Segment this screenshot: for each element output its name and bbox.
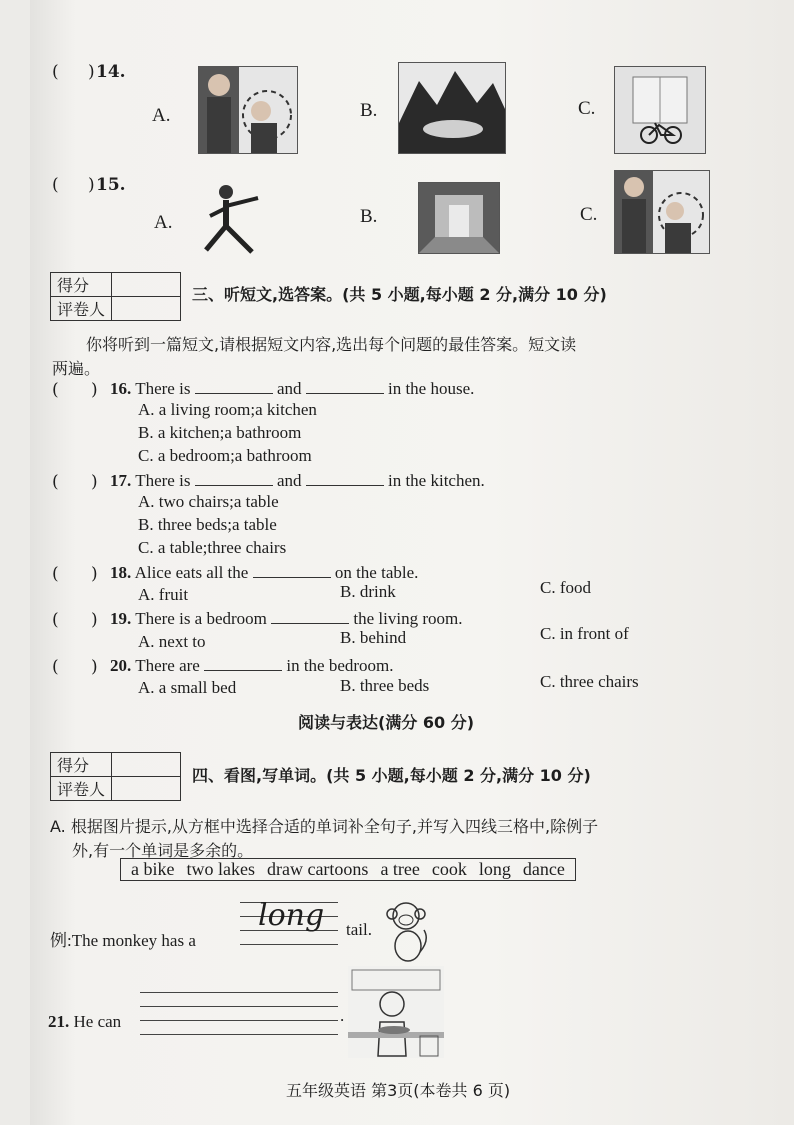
example-text: The monkey has a: [71, 931, 196, 950]
answer-paren[interactable]: ( ): [52, 380, 98, 400]
option-b: B. drink: [340, 582, 396, 601]
word-bank-item: long: [478, 859, 511, 879]
answer-paren-open: (: [52, 62, 59, 82]
question-number: 18.: [110, 563, 132, 582]
example-answer: long: [258, 898, 325, 933]
empty-room-icon: [418, 182, 500, 254]
question-18: [110, 563, 418, 583]
question-number: 16.: [110, 379, 132, 398]
boy-nodding-icon: [198, 66, 298, 154]
option-c-label: C.: [578, 98, 596, 119]
option-c: C. in front of: [540, 624, 629, 643]
mountain-lake-icon: [398, 62, 506, 154]
option-a: A. a living room;a kitchen: [138, 400, 317, 419]
example-prefix: 例:: [50, 931, 72, 950]
answer-paren-close: ): [88, 62, 95, 82]
question-19: [110, 609, 462, 629]
word-bank-item: draw cartoons: [266, 859, 369, 879]
option-b: B. behind: [340, 628, 407, 647]
score-cell[interactable]: [112, 753, 181, 777]
question-20: [110, 656, 394, 676]
grader-label: 评卷人: [51, 777, 112, 801]
monkey-icon: [384, 900, 430, 966]
answer-blank[interactable]: [204, 656, 282, 671]
word-bank-item: dance: [522, 859, 565, 879]
word-bank-item: a tree: [380, 859, 420, 879]
word-bank-item: a bike: [131, 859, 175, 879]
boy-nodding-icon: [614, 170, 710, 254]
answer-blank[interactable]: [195, 471, 273, 486]
kungfu-man-icon: [196, 180, 270, 258]
question-text: in the bedroom.: [286, 656, 394, 675]
grader-cell[interactable]: [112, 297, 181, 321]
page-footer: 五年级英语 第3页(本卷共 6 页): [286, 1081, 511, 1100]
question-text: Alice eats all the: [134, 563, 249, 582]
question-number-14: 14.: [96, 62, 126, 82]
section-4-instruction-cont: 外,有一个单词是多余的。: [72, 841, 254, 860]
reading-heading: 阅读与表达(满分 60 分): [298, 713, 475, 732]
answer-paren[interactable]: ( ): [52, 472, 98, 492]
question-text: There is: [135, 471, 191, 490]
section-3-instruction: 你将听到一篇短文,请根据短文内容,选出每个问题的最佳答案。短文读: [86, 335, 577, 354]
grader-cell[interactable]: [112, 777, 181, 801]
question-number-15: 15.: [96, 175, 126, 195]
example-suffix: tail.: [346, 920, 372, 939]
room-with-bike-icon: [614, 66, 706, 154]
question-text: the living room.: [353, 609, 463, 628]
question-text: He can: [73, 1012, 122, 1031]
score-label: 得分: [51, 753, 112, 777]
option-b-label: B.: [360, 100, 378, 121]
option-b: B. three beds;a table: [138, 515, 277, 534]
answer-paren[interactable]: ( ): [52, 610, 98, 630]
option-c: C. food: [540, 578, 591, 597]
word-bank-box: [120, 858, 576, 881]
grader-label: 评卷人: [51, 297, 112, 321]
answer-paren-close: ): [88, 175, 95, 195]
question-21: [48, 1012, 121, 1032]
option-c: C. three chairs: [540, 672, 639, 691]
question-text: and: [276, 471, 302, 490]
answer-paren[interactable]: ( ): [52, 564, 98, 584]
section-3-instruction-cont: 两遍。: [52, 359, 101, 378]
option-a: A. two chairs;a table: [138, 492, 279, 511]
score-table: [50, 272, 181, 321]
question-number: 21.: [48, 1012, 70, 1031]
answer-blank[interactable]: [253, 563, 331, 578]
word-bank-item: cook: [431, 859, 467, 879]
question-text: There are: [135, 656, 200, 675]
question-text: and: [276, 379, 302, 398]
question-text: on the table.: [334, 563, 419, 582]
answer-blank[interactable]: [271, 609, 349, 624]
option-a: A. fruit: [138, 585, 189, 604]
answer-paren[interactable]: ( ): [52, 657, 98, 677]
answer-paren-open: (: [52, 175, 59, 195]
score-label: 得分: [51, 273, 112, 297]
option-a: A. a small bed: [138, 678, 237, 697]
question-text: in the house.: [387, 379, 475, 398]
section-4-instruction: A. 根据图片提示,从方框中选择合适的单词补全句子,并写入四线三格中,除例子: [50, 817, 599, 836]
score-cell[interactable]: [112, 273, 181, 297]
option-c: C. a bedroom;a bathroom: [138, 446, 312, 465]
answer-blank[interactable]: [306, 379, 384, 394]
option-b-label: B.: [360, 206, 378, 227]
sentence-period: .: [340, 1006, 345, 1025]
option-b: B. three beds: [340, 676, 430, 695]
question-text: in the kitchen.: [387, 471, 485, 490]
question-text: There is a bedroom: [135, 609, 267, 628]
section-3-title: 三、听短文,选答案。(共 5 小题,每小题 2 分,满分 10 分): [192, 285, 607, 304]
option-a-label: A.: [152, 105, 171, 126]
option-a-label: A.: [154, 212, 173, 233]
four-line-grid: [240, 898, 338, 946]
answer-blank[interactable]: [195, 379, 273, 394]
question-number: 20.: [110, 656, 132, 675]
word-bank-item: two lakes: [186, 859, 255, 879]
question-number: 19.: [110, 609, 132, 628]
example-sentence: [50, 926, 196, 951]
option-a: A. next to: [138, 632, 206, 651]
answer-blank[interactable]: [306, 471, 384, 486]
question-17: [110, 471, 485, 491]
section-4-title: 四、看图,写单词。(共 5 小题,每小题 2 分,满分 10 分): [192, 766, 591, 785]
option-c: C. a table;three chairs: [138, 538, 287, 557]
four-line-answer-grid[interactable]: [140, 992, 338, 1038]
option-c-label: C.: [580, 204, 598, 225]
boy-cooking-icon: [348, 966, 444, 1058]
option-b: B. a kitchen;a bathroom: [138, 423, 302, 442]
score-table: [50, 752, 181, 801]
question-number: 17.: [110, 471, 132, 490]
question-text: There is: [135, 379, 191, 398]
question-16: [110, 379, 474, 399]
